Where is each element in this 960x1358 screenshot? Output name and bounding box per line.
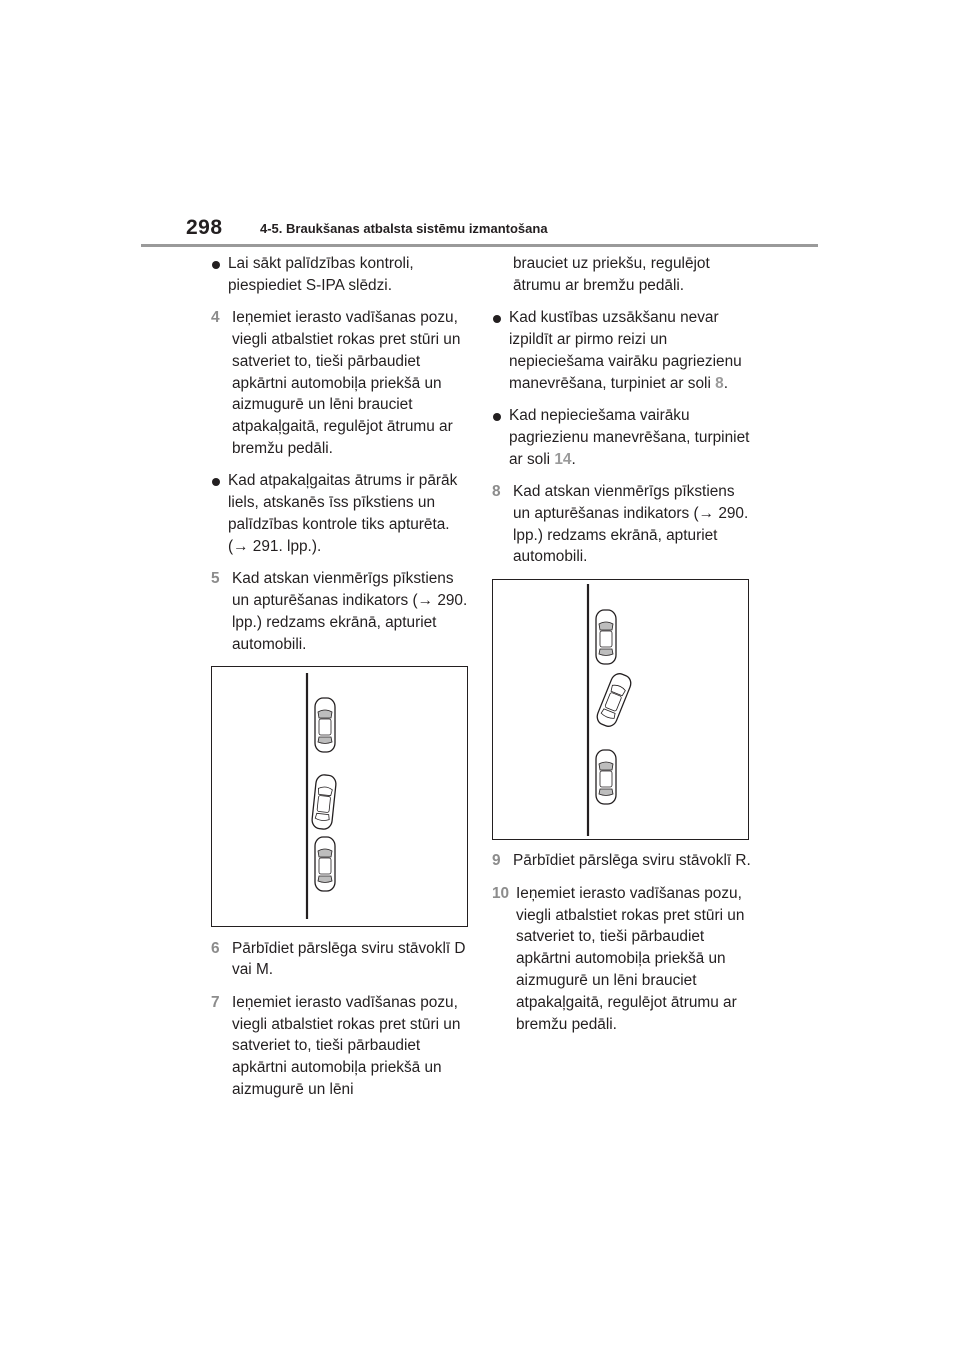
step-7-continued: brauciet uz priekšu, regulējot ātrumu ar bremžu pedāli. (513, 255, 710, 294)
bullet-dot-icon (493, 413, 501, 421)
parking-illustration (493, 580, 748, 839)
step-number: 7 (211, 993, 220, 1011)
step-number: 9 (492, 852, 501, 870)
bullet-item: Kad kustības uzsākšanu nevar izpildīt ar pirmo reizi un nepieciešama vairāku pagriezienu manevrēšana, turpiniet ar soli 8. (492, 307, 754, 394)
page-number: 298 (186, 216, 223, 239)
step-reference: 14 (554, 450, 572, 468)
parking-diagram-backward (492, 579, 749, 840)
header-divider (141, 244, 818, 247)
step-8 (492, 481, 754, 568)
bullet-text: Kad atpakaļgaitas ātrums ir pārāk liels, atskanēs īss pīkstiens un palīdzības kontrole tiks apturēta. (→ 291. lpp.). (228, 472, 458, 555)
step-text: Ieņemiet ierasto vadīšanas pozu, viegli atbalstiet rokas pret stūri un satveriet to, tieši pārbaudiet apkārtni automobiļa priekšā un aizmugurē un lēni (232, 993, 461, 1098)
step-reference: 8 (715, 374, 724, 392)
step-5 (211, 568, 473, 655)
step-4 (211, 307, 473, 460)
bullet-text: Kad nepieciešama vairāku pagriezienu manevrēšana, turpiniet ar soli (509, 406, 750, 468)
bullet-item (211, 470, 473, 557)
step-number: 6 (211, 939, 220, 957)
section-title: 4-5. Braukšanas atbalsta sistēmu izmantošana (260, 221, 548, 236)
step-text: Pārbīdiet pārslēga sviru stāvoklī D vai M. (232, 939, 466, 979)
step-7 (211, 992, 473, 1101)
parked-car-rear-icon (315, 837, 335, 891)
step-9 (492, 850, 754, 872)
parking-diagram-forward (211, 666, 468, 927)
step-text: Ieņemiet ierasto vadīšanas pozu, viegli atbalstiet rokas pret stūri un satveriet to, tieši pārbaudiet apkārtni automobiļa priekšā un aizmugurē un lēni brauciet atpakaļgaitā, regulējot ātrumu ar bremžu pedāli. (232, 309, 461, 457)
bullet-dot-icon (212, 478, 220, 486)
bullet-text: Kad kustības uzsākšanu nevar izpildīt ar pirmo reizi un nepieciešama vairāku pagriezienu manevrēšana, turpiniet ar soli (509, 309, 742, 392)
left-column (211, 253, 473, 1111)
bullet-item: Kad nepieciešama vairāku pagriezienu manevrēšana, turpiniet ar soli 14. (492, 405, 754, 470)
step-number: 5 (211, 570, 220, 588)
step-text: Kad atskan vienmērīgs pīkstiens un apturēšanas indikators (→ 290. lpp.) redzams ekrānā, apturiet automobili. (513, 482, 749, 566)
parked-car-front-icon (596, 610, 616, 664)
step-number: 10 (492, 884, 510, 902)
step-text: Pārbīdiet pārslēga sviru stāvoklī R. (513, 852, 751, 870)
parking-illustration (212, 667, 467, 926)
step-text: Kad atskan vienmērīgs pīkstiens un apturēšanas indikators (→ 290. lpp.) redzams ekrānā, apturiet automobili. (232, 570, 468, 653)
right-column (492, 253, 754, 1046)
own-car-icon (311, 774, 337, 830)
step-number: 4 (211, 309, 220, 327)
parked-car-rear-icon (596, 750, 616, 804)
step-text: Ieņemiet ierasto vadīšanas pozu, viegli atbalstiet rokas pret stūri un satveriet to, tieši pārbaudiet apkārtni automobiļa priekšā un aizmugurē un lēni brauciet atpakaļgaitā, regulējot ātrumu ar bremžu pedāli. (516, 884, 745, 1033)
step-10 (492, 883, 754, 1036)
own-car-icon (595, 671, 634, 729)
parked-car-front-icon (315, 698, 335, 752)
bullet-dot-icon (212, 261, 220, 269)
step-number: 8 (492, 482, 501, 500)
bullet-text: Lai sākt palīdzības kontroli, piespiediet S-IPA slēdzi. (228, 255, 414, 294)
bullet-dot-icon (493, 315, 501, 323)
bullet-item (211, 253, 473, 297)
step-6 (211, 938, 473, 982)
